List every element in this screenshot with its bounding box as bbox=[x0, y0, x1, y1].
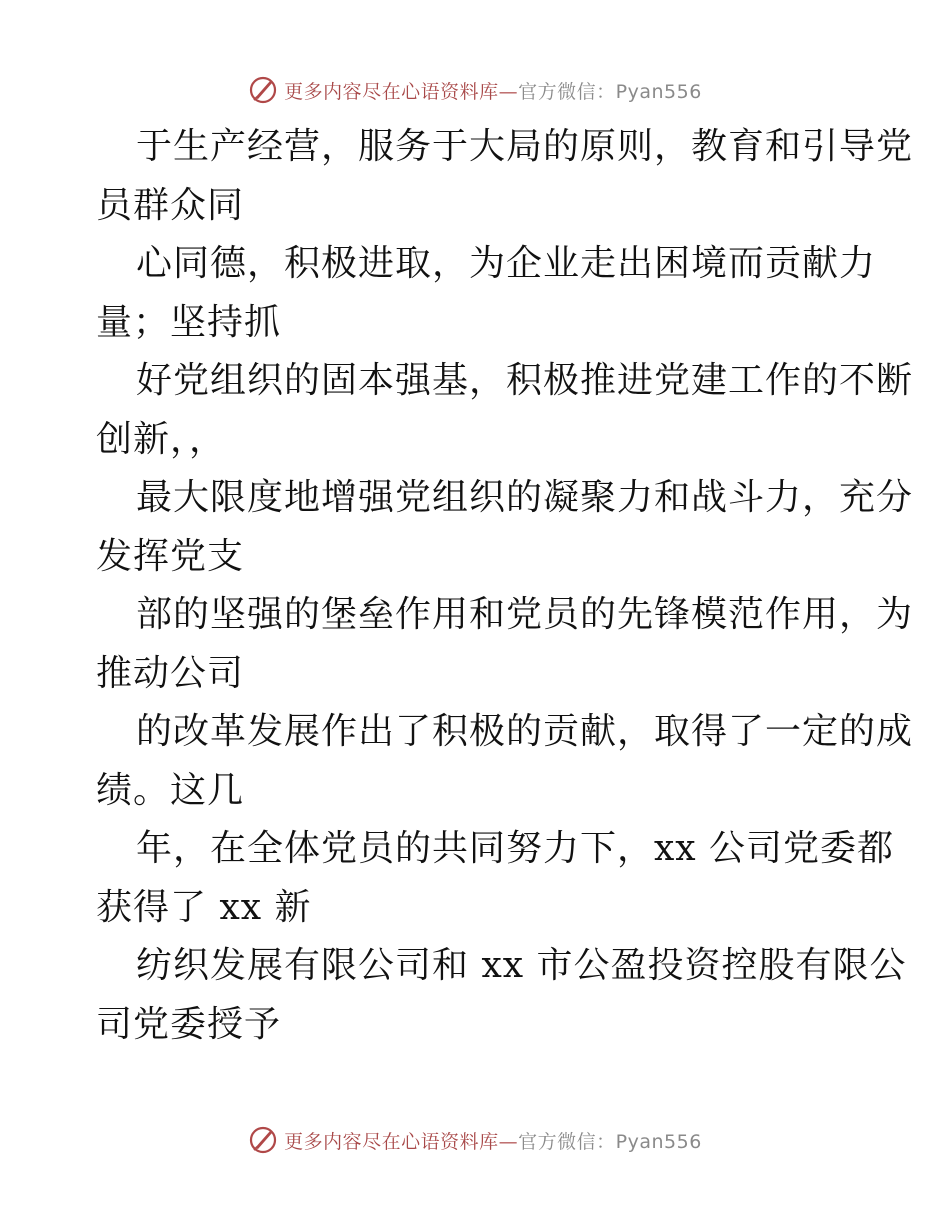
header-wechat-text: 官方微信：Pyan556 bbox=[518, 80, 702, 103]
footer-site-text: 更多内容尽在心语资料库 bbox=[284, 1130, 499, 1153]
body-line: 于生产经营，服务于大局的原则，教育和引导党 bbox=[136, 126, 914, 167]
footer-banner-inner bbox=[248, 1125, 702, 1155]
quill-pen-logo-icon bbox=[248, 75, 278, 105]
header-banner-text bbox=[284, 77, 702, 104]
body-line: 员群众同 bbox=[96, 184, 245, 226]
quill-pen-logo-icon bbox=[248, 1125, 278, 1155]
body-line: 量；坚持抓 bbox=[96, 301, 282, 343]
header-separator: — bbox=[498, 80, 519, 103]
footer-wechat-text: 官方微信：Pyan556 bbox=[518, 1130, 702, 1153]
footer-banner-text bbox=[284, 1127, 702, 1154]
body-line: 发挥党支 bbox=[96, 535, 245, 577]
body-line: 获得了 xx 新 bbox=[96, 886, 312, 928]
body-line: 创新，， bbox=[96, 418, 227, 460]
body-line: 绩。这几 bbox=[96, 769, 245, 811]
header-banner-inner bbox=[248, 75, 702, 105]
body-line: 推动公司 bbox=[96, 652, 245, 694]
body-line: 好党组织的固本强基，积极推进党建工作的不断 bbox=[136, 360, 914, 401]
document-body bbox=[96, 118, 914, 1054]
footer-banner bbox=[0, 1120, 950, 1160]
body-line: 部的坚强的堡垒作用和党员的先锋模范作用，为 bbox=[136, 594, 914, 635]
body-line: 心同德，积极进取，为企业走出困境而贡献力 bbox=[136, 243, 877, 284]
body-line: 司党委授予 bbox=[96, 1003, 282, 1045]
body-line: 年，在全体党员的共同努力下，xx 公司党委都 bbox=[136, 828, 895, 869]
header-site-text: 更多内容尽在心语资料库 bbox=[284, 80, 499, 103]
body-line: 的改革发展作出了积极的贡献，取得了一定的成 bbox=[136, 711, 914, 752]
footer-separator: — bbox=[498, 1130, 519, 1153]
body-line: 最大限度地增强党组织的凝聚力和战斗力，充分 bbox=[136, 477, 914, 518]
header-banner bbox=[0, 70, 950, 110]
body-line: 纺织发展有限公司和 xx 市公盈投资控股有限公 bbox=[136, 945, 907, 986]
